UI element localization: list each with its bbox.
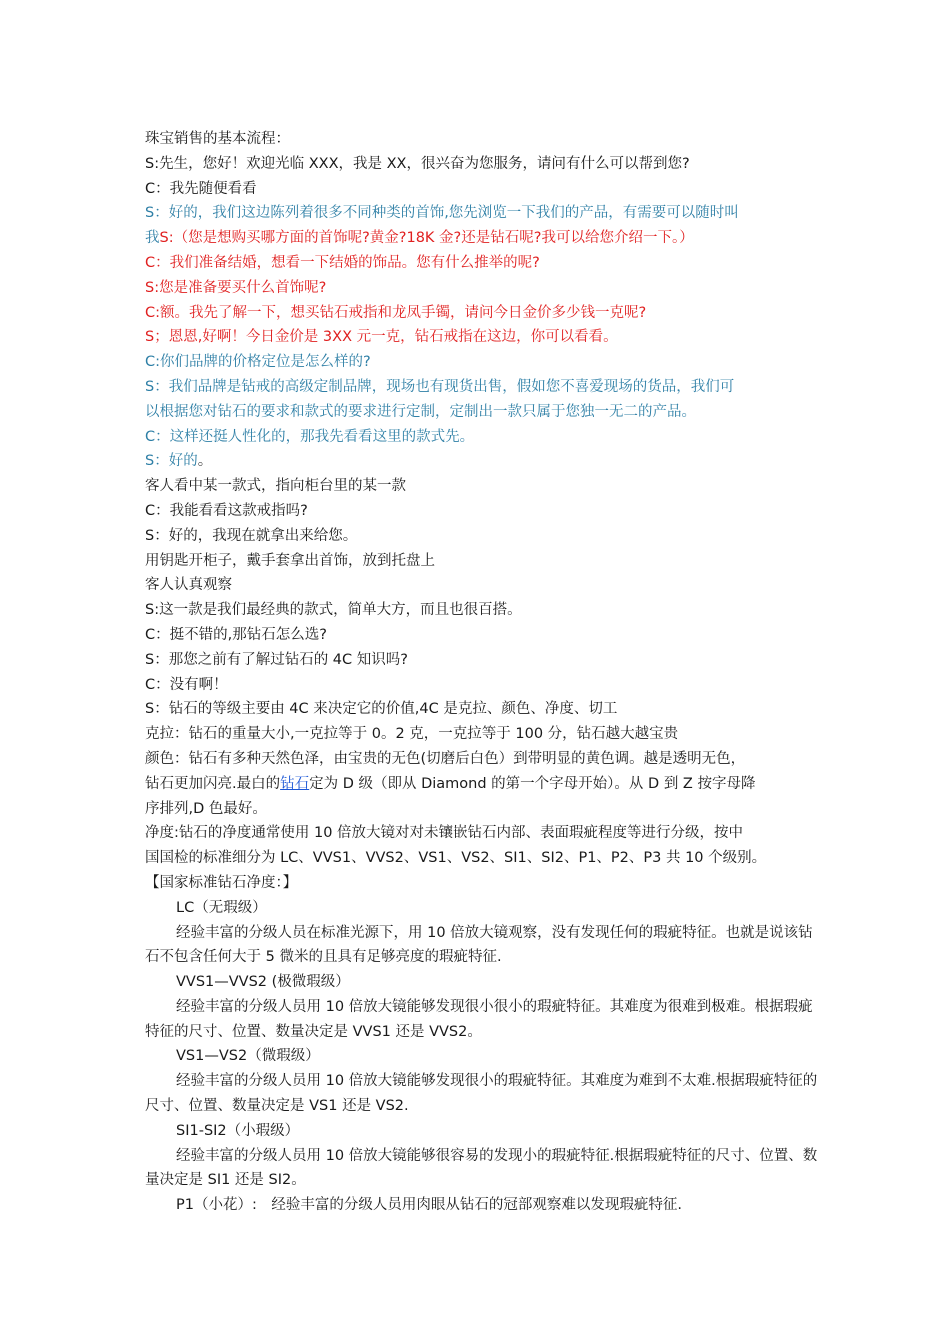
grade-title: P1（小花）: 经验丰富的分级人员用肉眼从钻石的冠部观察难以发现瑕疵特征. [176,1197,682,1214]
dialogue-line [145,449,825,474]
info-line: 克拉：钻石的重量大小,一克拉等于 0。2 克，一克拉等于 100 分，钻石越大越宝贵 [145,726,679,743]
info-fragment: 钻石更加闪亮.最白的 [145,775,281,792]
dialogue-line: S:这一款是我们最经典的款式，简单大方，而且也很百搭。 [145,602,522,619]
grade-title: SI1-SI2（小瑕级） [176,1122,300,1139]
grade-description: 经验丰富的分级人员用 10 倍放大镜能够发现很小很小的瑕疵特征。其难度为很难到极难。根据瑕疵特征的尺寸、位置、数量决定是 VVS1 还是 VVS2。 [145,998,813,1040]
grade-title: LC（无瑕级） [176,899,267,916]
diamond-link[interactable]: 钻石 [280,775,310,792]
dialogue-line: 以根据您对钻石的要求和款式的要求进行定制，定制出一款只属于您独一无二的产品。 [145,403,696,420]
dialogue-line: S：钻石的等级主要由 4C 来决定它的价值,4C 是克拉、颜色、净度、切工 [145,701,618,718]
grade-description: 经验丰富的分级人员用 10 倍放大镜能够发现很小的瑕疵特征。其难度为难到不太难.根据瑕疵特征的尺寸、位置、数量决定是 VS1 还是 VS2. [145,1073,818,1115]
grade-description: 经验丰富的分级人员用 10 倍放大镜能够很容易的发现小的瑕疵特征.根据瑕疵特征的尺寸、位置、数量决定是 SI1 还是 SI2。 [145,1147,818,1189]
info-line [145,772,825,797]
grade-description: 经验丰富的分级人员在标准光源下，用 10 倍放大镜观察，没有发现任何的瑕疵特征。也就是说该钻石不包含任何大于 5 微米的且具有足够亮度的瑕疵特征. [145,924,813,966]
dialogue-line: S:您是准备要买什么首饰呢? [145,279,327,296]
dialogue-line: C：我先随便看看 [145,180,257,197]
dialogue-fragment: 。 [197,453,213,470]
dialogue-line: C：没有啊！ [145,676,228,693]
info-line: 净度:钻石的净度通常使用 10 倍放大镜对对未镶嵌钻石内部、表面瑕疵程度等进行分级，按中 [145,825,744,842]
dialogue-line: S：好的，我们这边陈列着很多不同种类的首饰,您先浏览一下我们的产品，有需要可以随时叫 [145,205,739,222]
dialogue-line: C：我们准备结婚，想看一下结婚的饰品。您有什么推举的呢? [145,254,540,271]
dialogue-line: S：好的，我现在就拿出来给您。 [145,527,358,544]
doc-title: 珠宝销售的基本流程： [145,131,290,147]
info-line: 序排列,D 色最好。 [145,800,267,817]
dialogue-line [145,226,825,251]
narration-line: 客人看中某一款式，指向柜台里的某一款 [145,478,406,495]
narration-line: 用钥匙开柜子，戴手套拿出首饰，放到托盘上 [145,552,435,569]
dialogue-line: S：那您之前有了解过钻石的 4C 知识吗? [145,651,408,668]
section-heading: 【国家标准钻石净度：】 [145,874,298,891]
document-body [145,127,825,1218]
dialogue-line: C：我能看看这款戒指吗? [145,502,308,519]
narration-line: 客人认真观察 [145,577,232,594]
dialogue-fragment: 我 [145,230,160,247]
dialogue-line: C:你们品牌的价格定位是怎么样的? [145,354,371,371]
grade-title: VS1—VS2（微瑕级） [176,1048,320,1065]
dialogue-line: S：我们品牌是钻戒的高级定制品牌，现场也有现货出售，假如您不喜爱现场的货品，我们可 [145,378,735,395]
dialogue-fragment: S：好的 [145,453,198,470]
info-line: 国国检的标准细分为 LC、VVS1、VVS2、VS1、VS2、SI1、SI2、P1、P2、P3 共 10 个级别。 [145,850,767,867]
dialogue-line: C:额。我先了解一下，想买钻石戒指和龙凤手镯，请问今日金价多少钱一克呢? [145,304,647,321]
dialogue-line: S；恩恩,好啊！今日金价是 3XX 元一克，钻石戒指在这边，你可以看看。 [145,329,618,346]
dialogue-fragment: S:（您是想购买哪方面的首饰呢?黄金?18K 金?还是钻石呢?我可以给您介绍一下。） [159,230,694,247]
dialogue-line: C：挺不错的,那钻石怎么选? [145,626,327,643]
dialogue-line: C：这样还挺人性化的，那我先看看这里的款式先。 [145,428,475,445]
grade-title: VVS1—VVS2 (极微瑕级） [176,974,350,991]
info-line: 颜色：钻石有多种天然色泽，由宝贵的无色(切磨后白色）到带明显的黄色调。越是透明无色， [145,750,746,767]
info-fragment: 定为 D 级（即从 Diamond 的第一个字母开始）。从 D 到 Z 按字母降 [309,775,756,792]
dialogue-line: S:先生，您好！欢迎光临 XXX，我是 XX，很兴奋为您服务，请问有什么可以帮到您? [145,155,690,172]
